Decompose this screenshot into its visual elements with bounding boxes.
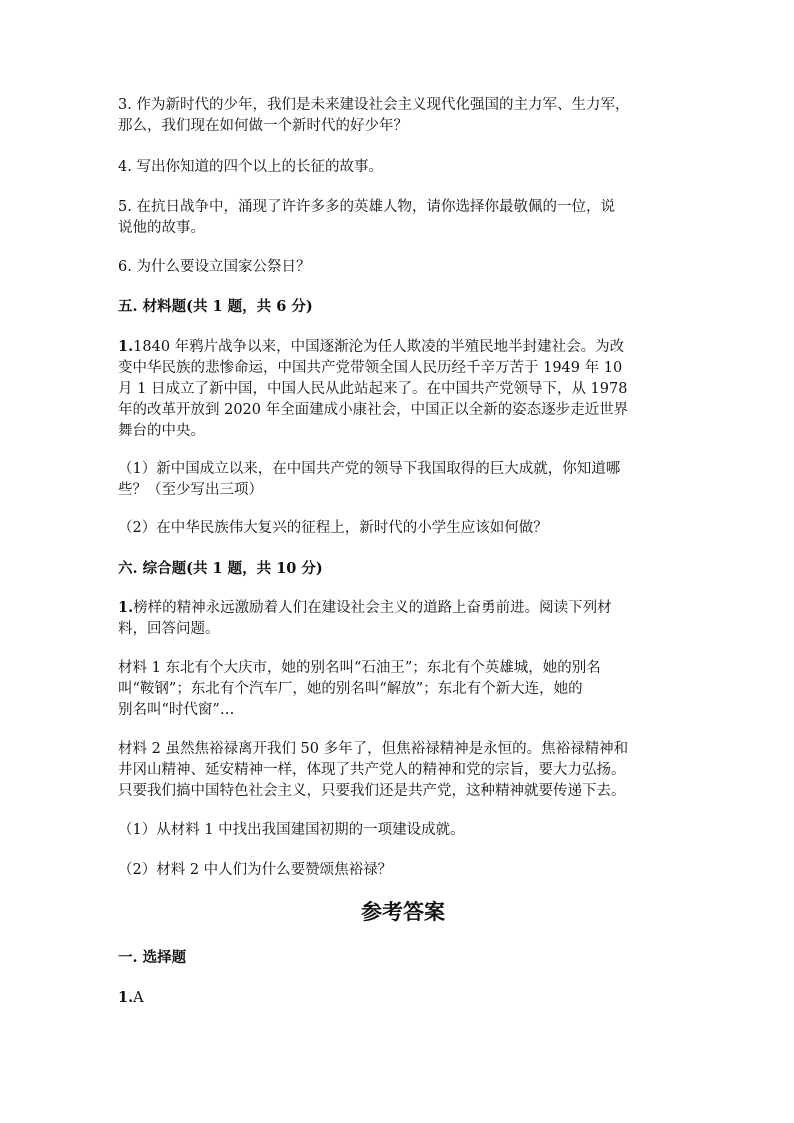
sub-question-2 [118, 860, 688, 881]
question-text: 为什么要设立国家公祭日？ [136, 259, 311, 275]
sub-question-text: 些？（至少写出三项） [118, 482, 263, 498]
question-text: 料，回答问题。 [118, 621, 220, 637]
question-3 [118, 95, 688, 137]
question-text: 月 1 日成立了新中国，中国人民从此站起来了。在中国共产党领导下，从 1978 [118, 381, 628, 397]
question-text: 作为新时代的少年，我们是未来建设社会主义现代化强国的主力军、生力军， [136, 97, 630, 113]
material-2 [118, 739, 688, 802]
answers-title: 参考答案 [361, 899, 445, 924]
material-text: 叫“鞍钢”；东北有个汽车厂，她的别名叫“解放”；东北有个新大连，她的 [118, 681, 583, 697]
question-text: 年的改革开放到 2020 年全面建成小康社会，中国正以全新的姿态逐步走近世界 [118, 402, 629, 418]
question-text: 在抗日战争中，涌现了许许多多的英雄人物，请你选择你最敬佩的一位，说 [136, 199, 615, 215]
question-text: 1840 年鸦片战争以来，中国逐渐沦为任人欺凌的半殖民地半封建社会。为改 [133, 339, 625, 355]
material-text: 井冈山精神、延安精神一样，体现了共产党人的精神和党的宗旨，要大力弘扬。 [118, 762, 626, 778]
material-text: 只要我们搞中国特色社会主义，只要我们还是共产党，这种精神就要传递下去。 [118, 783, 626, 799]
question-4 [118, 157, 688, 178]
question-text: 舞台的中央。 [118, 423, 205, 439]
question-number: 1. [118, 599, 134, 616]
answer-value: A [133, 990, 144, 1006]
sub-question-text: （2）材料 2 中人们为什么要赞颂焦裕禄？ [118, 862, 393, 878]
answer-1 [118, 987, 688, 1009]
question-5 [118, 197, 688, 239]
question-number: 3. [118, 97, 132, 113]
material-text: 别名叫“时代窗”… [118, 702, 235, 718]
question-text: 变中华民族的悲惨命运，中国共产党带领全国人民历经千辛万苦于 1949 年 10 [118, 360, 623, 376]
question-number: 1. [118, 338, 134, 355]
material-1 [118, 658, 688, 721]
material-question-1 [118, 336, 688, 442]
question-text: 写出你知道的四个以上的长征的故事。 [136, 159, 383, 175]
question-number: 4. [118, 159, 132, 175]
sub-question-2 [118, 518, 688, 539]
question-text: 那么，我们现在如何做一个新时代的好少年？ [118, 118, 408, 134]
answers-section-heading: 一. 选择题 [118, 949, 187, 966]
sub-question-text: （1）新中国成立以来，在中国共产党的领导下我国取得的巨大成就，你知道哪 [118, 461, 621, 477]
question-number: 5. [118, 199, 132, 215]
question-text: 榜样的精神永远激励着人们在建设社会主义的道路上奋勇前进。阅读下列材 [133, 600, 612, 616]
sub-question-1 [118, 459, 688, 501]
sub-question-text: （1）从材料 1 中找出我国建国初期的一项建设成就。 [118, 822, 465, 838]
comprehensive-question-1 [118, 597, 688, 640]
question-number: 6. [118, 259, 132, 275]
sub-question-1 [118, 820, 688, 841]
material-text: 材料 1 东北有个大庆市，她的别名叫“石油王”；东北有个英雄城，她的别名 [118, 660, 601, 676]
question-6 [118, 257, 688, 278]
question-text: 说他的故事。 [118, 220, 205, 236]
sub-question-text: （2）在中华民族伟大复兴的征程上，新时代的小学生应该如何做？ [118, 520, 548, 536]
section-heading-materials: 五. 材料题(共 1 题，共 6 分) [118, 298, 313, 315]
answer-number: 1. [118, 989, 134, 1006]
material-text: 材料 2 虽然焦裕禄离开我们 50 多年了，但焦裕禄精神是永恒的。焦裕禄精神和 [118, 741, 629, 757]
section-heading-comprehensive: 六. 综合题(共 1 题，共 10 分) [118, 560, 323, 577]
